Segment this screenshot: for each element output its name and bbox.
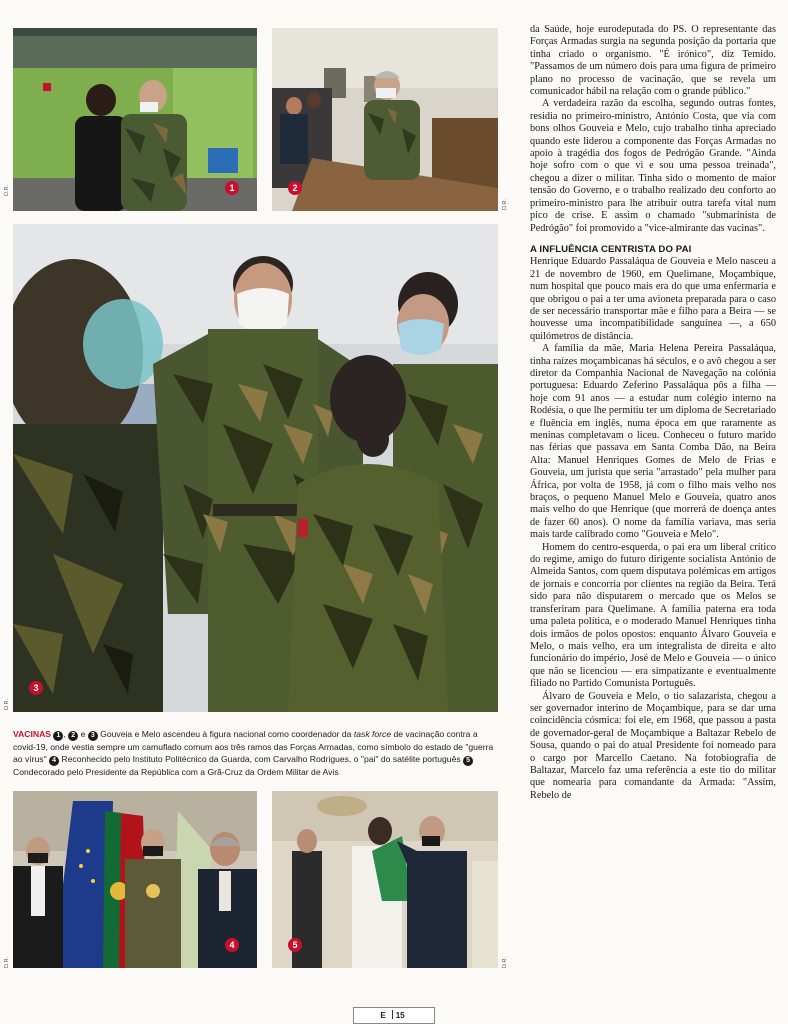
photo-2-number-badge: 2 bbox=[288, 181, 302, 195]
caption-text-2: Reconhecido pelo Instituto Politécnico da Guarda, com Carvalho Rodrigues, o "pai" do satélite português bbox=[61, 754, 461, 764]
caption-number-4: 4 bbox=[49, 756, 59, 766]
caption-lead: VACINAS bbox=[13, 729, 52, 739]
photo-5-number-badge: 5 bbox=[288, 938, 302, 952]
article-paragraph: Álvaro de Gouveia e Melo, o tio salazarista, chegou a ser governador interino de Moçambique, para se dar uma coincidência cósmica: foi ele, em 1968, que passou a pasta de governador-geral de Moçambique a Baltazar Rebelo de Sousa, quando o pai do atual Presidente foi nomeado para o cargo por Marcello Caetano. Na fotobiografia de Baltazar, Marcelo faz uma referência a este tio do militar que nomearia para comandante da Armada: "Assim, Rebelo de bbox=[530, 690, 776, 801]
article-paragraph: Henrique Eduardo Passaláqua de Gouveia e Melo nasceu a 21 de novembro de 1960, em Quelimane, Moçambique, num hospital que pouco mais era do que uma enfermaria e que obrigou o pai a ter uma avioneta preparada para o caso de ser necessário transportar mãe e filho para a Beira — se houvesse uma incompatibilidade sanguínea —, a 650 quilómetros de distância. bbox=[530, 256, 776, 342]
photo-4-credit: D.R. bbox=[4, 957, 10, 968]
caption-text-1a: Gouveia e Melo ascendeu à figura nacional como coordenador da bbox=[100, 729, 354, 739]
photo-2-seated-officer bbox=[272, 28, 498, 211]
caption-text-3: Condecorado pelo Presidente da República com a Grã-Cruz da Ordem Militar de Avis bbox=[13, 767, 339, 777]
article-column bbox=[530, 24, 776, 802]
page-folio bbox=[353, 1007, 435, 1024]
caption-number-2: 2 bbox=[68, 731, 78, 741]
photo-5-credit: D.R. bbox=[502, 957, 508, 968]
caption-number-5: 5 bbox=[463, 756, 473, 766]
photo-1-number-badge: 1 bbox=[225, 181, 239, 195]
photo-4-number-badge: 4 bbox=[225, 938, 239, 952]
folio-page-number: 15 bbox=[395, 1011, 405, 1020]
caption-join: e bbox=[80, 729, 86, 739]
photo-5-decoration bbox=[272, 791, 498, 968]
photo-3-number-badge: 3 bbox=[29, 681, 43, 695]
article-paragraph: da Saúde, hoje eurodeputada do PS. O representante das Forças Armadas surgia na segunda posição da portaria que tinha criado o organismo. "É irónico", diz Temido. "Passamos de um número dois para uma figura de primeiro plano no processo de vacinação, que se revela um comunicador hábil na relação com o grande público." bbox=[530, 24, 776, 98]
article-paragraph: A família da mãe, Maria Helena Pereira Passaláqua, tinha raízes moçambicanas há séculos, e o avô chegou a ser diretor da Companhia Nacional de Navegação na colónia portuguesa: Eduardo Zeferino Passaláqua pôs a filha — hoje com 91 anos — a estudar num colégio interno na Rodésia, o que lhe permitiu ter um diploma de Secretariado e fluência em inglês, numa época em que raramente as meninas completavam o liceu. Conheceu o futuro marido nas férias que passava em Santa Comba Dão, na Beira Alta: Manuel Henriques Gomes de Melo de Frias e Gouveia, um jurista que seria "arrastado" pela mulher para África, por volta de 1958, já com o filho mais velho nos braços, o pequeno Manuel Melo e Gouveia, quatro anos mais velho do que Henrique (que morrerá de doença antes de fazer 60 anos). O nome da família variava, mas seria mais tarde calibrado como "Gouveia e Melo". bbox=[530, 343, 776, 541]
photo-4-flag-ceremony bbox=[13, 791, 257, 968]
caption-number-1: 1 bbox=[53, 731, 63, 741]
article-paragraph: Homem do centro-esquerda, o pai era um liberal crítico do regime, amigo do futuro dirigente socialista António de Almeida Santos, com quem disputava polémicas em artigos de jornais e concorria por clientes na região da Beira. Terá sido para não disputarem o mercado que os Melos se transferiram para Quelimane. A família paterna era toda uma paleta política, e o moderado Manuel Henriques tinha dois irmãos de polos opostos: enquanto Álvaro Gouveia e Melo, o mais velho, era um integralista de direita e alto funcionário do império, José de Melo e Gouveia — o único que não se licenciou — era simpatizante e eventualmente filiado no Partido Comunista Português. bbox=[530, 541, 776, 690]
photo-3-main-portrait bbox=[13, 224, 498, 712]
photo-2-credit: D.R. bbox=[502, 199, 508, 210]
caption-text-1b: de vacinação contra a covid-19, onde vestia sempre um camuflado comum aos três ramos das Forças Armadas, como símbolo do estado de "guerra ao vírus" bbox=[13, 729, 494, 764]
photo-3-credit: D.R. bbox=[4, 699, 10, 710]
caption-number-3: 3 bbox=[88, 731, 98, 741]
photo-1-vaccination-gym bbox=[13, 28, 257, 211]
section-heading: A INFLUÊNCIA CENTRISTA DO PAI bbox=[530, 243, 692, 255]
photo-1-credit: D.R. bbox=[4, 185, 10, 196]
folio-separator bbox=[392, 1010, 393, 1019]
article-paragraph: A verdadeira razão da escolha, segundo outras fontes, residia no primeiro-ministro, António Costa, que via com bons olhos Gouveia e Melo, cujo trabalho tinha apreciado quando este liderou a componente das Forças Armadas no apoio à tragédia dos fogos de Pedrógão Grande. "Ainda hoje sofro com o que vi e sou uma pessoa treinada", chegou a dizer o militar. Tinha sido o momento de maior tensão do Governo, e o trabalho realizado deu conforto ao primeiro-ministro para lhe atribuir outra tarefa vital num pico de crise. E assim o chamado "submarinista de Pedrógão" foi promovido a "vice-almirante das vacinas". bbox=[530, 98, 776, 234]
caption-text-1-italic: task force bbox=[353, 729, 392, 739]
photo-caption: VACINAS 1 , 2 e 3 Gouveia e Melo ascendeu à figura nacional como coordenador da task force de vacinação contra a covid-19, onde vestia sempre um camuflado comum aos três ramos das Forças Armadas, como símbolo do estado de "guerra ao vírus" 4 Reconhecido pelo Instituto Politécnico da Guarda, com Carvalho Rodrigues, o "pai" do satélite português 5 Condecorado pelo Presidente da República com a Grã-Cruz da Ordem Militar de Avis bbox=[13, 729, 494, 777]
folio-section: E bbox=[380, 1011, 386, 1020]
